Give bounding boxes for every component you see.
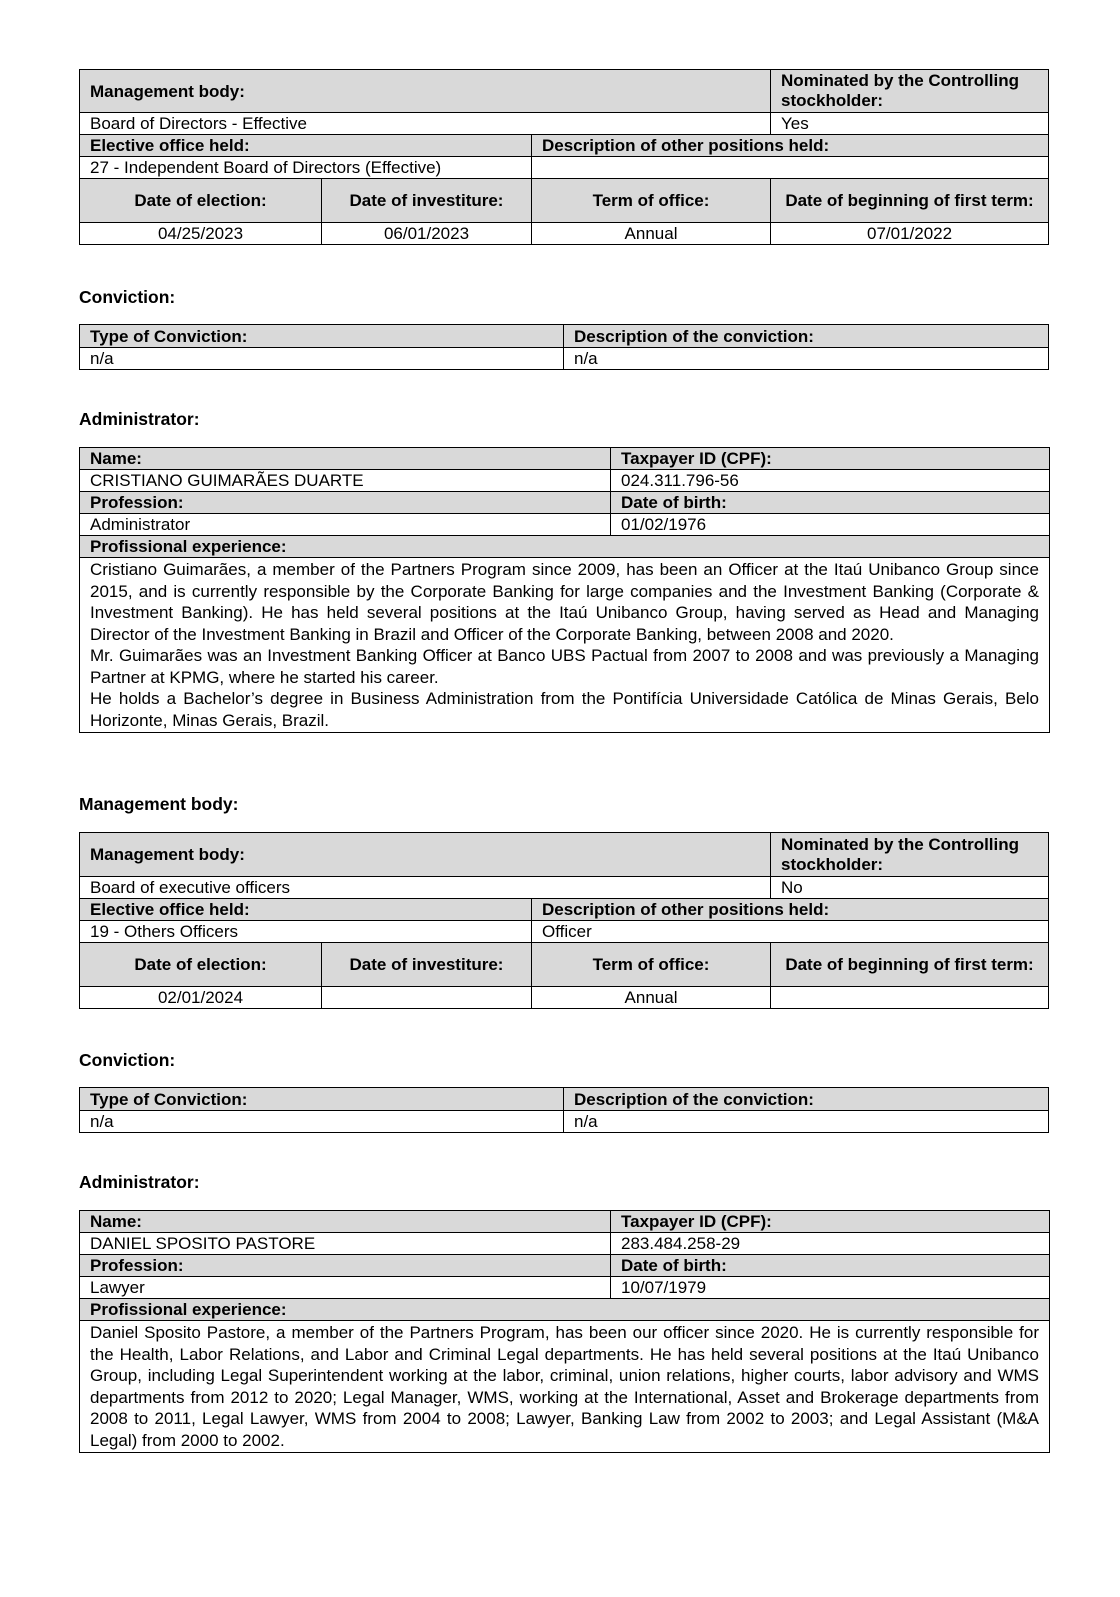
administrator-heading: Administrator:: [79, 409, 200, 429]
dob-label: Date of birth:: [611, 1255, 1050, 1277]
first-term-label: Date of beginning of first term:: [771, 943, 1049, 987]
management-table-2: [79, 832, 1049, 1009]
dob-value: 10/07/1979: [611, 1277, 1050, 1299]
conviction-type-value: n/a: [80, 1111, 564, 1133]
name-label: Name:: [80, 448, 611, 470]
first-term-value: 07/01/2022: [771, 223, 1049, 245]
term-value: Annual: [532, 223, 771, 245]
profession-value: Administrator: [80, 514, 611, 536]
date-investiture-value: 06/01/2023: [322, 223, 532, 245]
profession-label: Profession:: [80, 492, 611, 514]
conviction-desc-value: n/a: [564, 348, 1049, 370]
other-positions-label: Description of other positions held:: [532, 899, 1049, 921]
conviction-type-label: Type of Conviction:: [80, 1088, 564, 1111]
management-body-value: Board of Directors - Effective: [80, 113, 771, 135]
management-body-label: Management body:: [80, 833, 771, 877]
other-positions-value: Officer: [532, 921, 1049, 943]
management-heading: Management body:: [79, 794, 239, 814]
conviction-type-label: Type of Conviction:: [80, 325, 564, 348]
profession-label: Profession:: [80, 1255, 611, 1277]
elective-office-label: Elective office held:: [80, 135, 532, 157]
conviction-desc-label: Description of the conviction:: [564, 325, 1049, 348]
nominated-value: Yes: [771, 113, 1049, 135]
experience-text: [80, 558, 1050, 733]
administrator-table-1: [79, 447, 1050, 733]
first-term-value: [771, 987, 1049, 1009]
profession-value: Lawyer: [80, 1277, 611, 1299]
cpf-value: 024.311.796-56: [611, 470, 1050, 492]
date-investiture-value: [322, 987, 532, 1009]
other-positions-label: Description of other positions held:: [532, 135, 1049, 157]
conviction-type-value: n/a: [80, 348, 564, 370]
date-election-label: Date of election:: [80, 179, 322, 223]
elective-office-value: 27 - Independent Board of Directors (Effective): [80, 157, 532, 179]
conviction-table-1: [79, 324, 1049, 370]
name-label: Name:: [80, 1211, 611, 1233]
date-investiture-label: Date of investiture:: [322, 179, 532, 223]
nominated-label: Nominated by the Controlling stockholder:: [771, 833, 1049, 877]
cpf-value: 283.484.258-29: [611, 1233, 1050, 1255]
management-body-label: Management body:: [80, 70, 771, 113]
term-value: Annual: [532, 987, 771, 1009]
term-label: Term of office:: [532, 179, 771, 223]
name-value: DANIEL SPOSITO PASTORE: [80, 1233, 611, 1255]
date-election-value: 04/25/2023: [80, 223, 322, 245]
conviction-heading: Conviction:: [79, 287, 176, 307]
conviction-desc-value: n/a: [564, 1111, 1049, 1133]
experience-paragraph: Cristiano Guimarães, a member of the Partners Program since 2009, has been an Officer at the Itaú Unibanco Group since 2015, and is currently responsible by the Corporate Banking for large companies and the Investment Banking (Corporate & Investment Banking). He has held several positions at the Itaú Unibanco Group, having served as Head and Managing Director of the Investment Banking in Brazil and Officer of the Corporate Banking, between 2008 and 2020.: [90, 560, 1039, 644]
conviction-heading: Conviction:: [79, 1050, 176, 1070]
administrator-table-2: [79, 1210, 1050, 1453]
elective-office-value: 19 - Others Officers: [80, 921, 532, 943]
nominated-label: Nominated by the Controlling stockholder:: [771, 70, 1049, 113]
experience-label: Profissional experience:: [80, 1299, 1050, 1321]
dob-label: Date of birth:: [611, 492, 1050, 514]
elective-office-label: Elective office held:: [80, 899, 532, 921]
dob-value: 01/02/1976: [611, 514, 1050, 536]
term-label: Term of office:: [532, 943, 771, 987]
cpf-label: Taxpayer ID (CPF):: [611, 1211, 1050, 1233]
experience-paragraph: Mr. Guimarães was an Investment Banking Officer at Banco UBS Pactual from 2007 to 2008 and was previously a Managing Partner at KPMG, where he started his career.: [90, 646, 1039, 687]
conviction-table-2: [79, 1087, 1049, 1133]
experience-paragraph: Daniel Sposito Pastore, a member of the Partners Program, has been our officer since 2020. He is currently responsible for the Health, Labor Relations, and Labor and Criminal Legal departments. He has held several positions at the Itaú Unibanco Group, including Legal Superintendent working at the labor, criminal, union relations, higher courts, labor advisory and WMS departments from 2012 to 2020; Legal Manager, WMS, working at the International, Asset and Brokerage departments from 2008 to 2011, Legal Lawyer, WMS from 2004 to 2008; Lawyer, Banking Law from 2002 to 2003; and Legal Assistant (M&A Legal) from 2000 to 2002.: [90, 1323, 1039, 1450]
nominated-value: No: [771, 877, 1049, 899]
other-positions-value: [532, 157, 1049, 179]
name-value: CRISTIANO GUIMARÃES DUARTE: [80, 470, 611, 492]
first-term-label: Date of beginning of first term:: [771, 179, 1049, 223]
management-table-1: [79, 69, 1049, 245]
date-investiture-label: Date of investiture:: [322, 943, 532, 987]
experience-text: [80, 1321, 1050, 1453]
administrator-heading: Administrator:: [79, 1172, 200, 1192]
date-election-label: Date of election:: [80, 943, 322, 987]
cpf-label: Taxpayer ID (CPF):: [611, 448, 1050, 470]
experience-label: Profissional experience:: [80, 536, 1050, 558]
experience-paragraph: He holds a Bachelor’s degree in Business Administration from the Pontifícia Universidade Católica de Minas Gerais, Belo Horizonte, Minas Gerais, Brazil.: [90, 689, 1039, 730]
management-body-value: Board of executive officers: [80, 877, 771, 899]
date-election-value: 02/01/2024: [80, 987, 322, 1009]
conviction-desc-label: Description of the conviction:: [564, 1088, 1049, 1111]
